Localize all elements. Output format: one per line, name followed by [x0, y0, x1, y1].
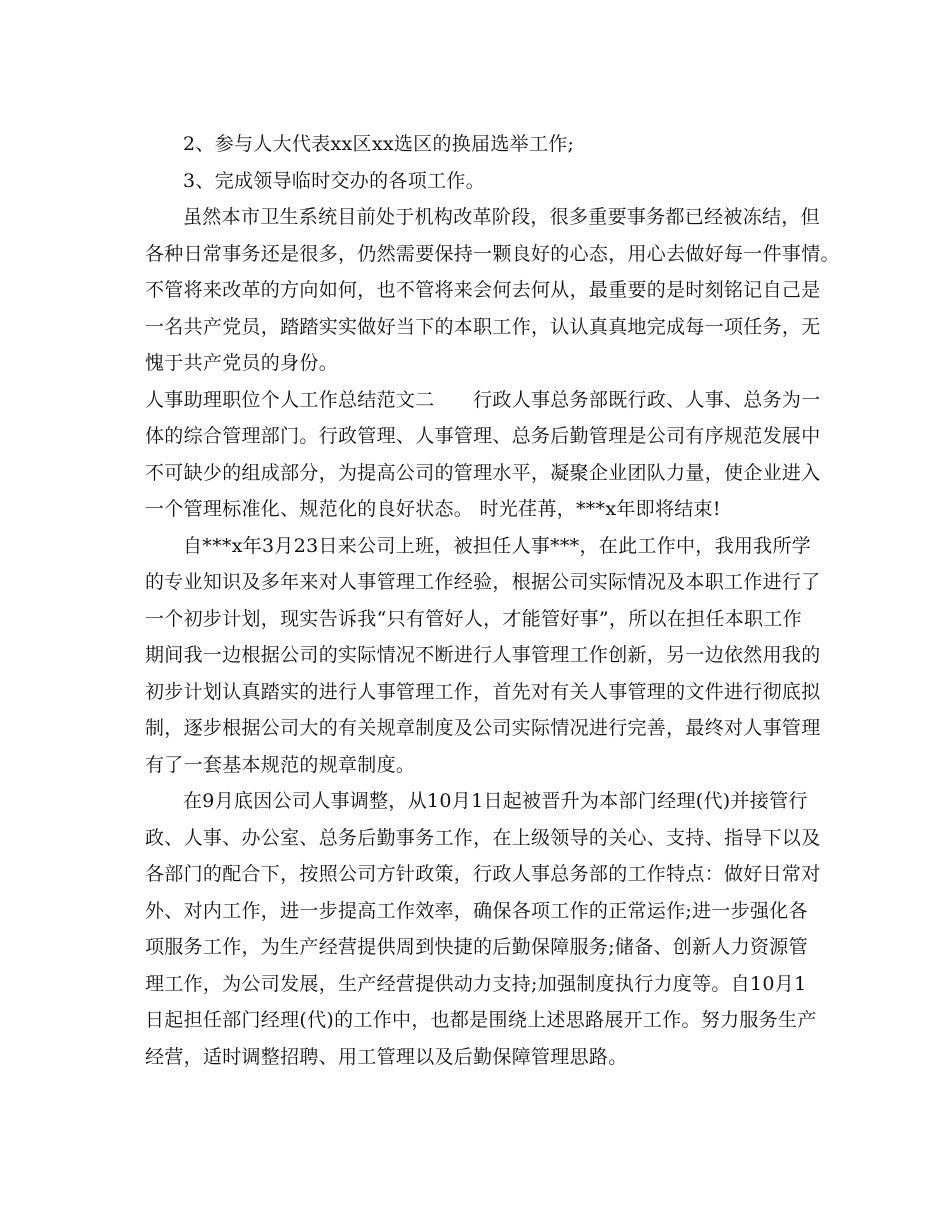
text-line: 初步计划认真踏实的进行人事管理工作，首先对有关人事管理的文件进行彻底拟 — [145, 680, 821, 703]
text-line: 政、人事、办公室、总务后勤事务工作，在上级领导的关心、支持、指导下以及 — [145, 826, 821, 849]
text-line: 制，逐步根据公司大的有关规章制度及公司实际情况进行完善，最终对人事管理 — [145, 717, 821, 739]
text-line: 人事助理职位个人工作总结范文二 行政人事总务部既行政、人事、总务为一 — [145, 388, 821, 411]
text-line: 有了一套基本规范的规章制度。 — [145, 753, 416, 776]
document-page — [145, 126, 840, 1075]
text-line: 的专业知识及多年来对人事管理工作经验，根据公司实际情况及本职工作进行了 — [145, 571, 821, 593]
text-line: 理工作，为公司发展，生产经营提供动力支持;加强制度执行力度等。自10月1 — [145, 972, 807, 995]
text-line: 不管将来改革的方向如何，也不管将来会何去何从，最重要的是时刻铭记自己是 — [145, 279, 821, 301]
text-line: 项服务工作，为生产经营提供周到快捷的后勤保障服务;储备、创新人力资源管 — [145, 936, 808, 958]
text-line: 各部门的配合下，按照公司方针政策，行政人事总务部的工作特点：做好日常对 — [145, 863, 821, 885]
text-line: 期间我一边根据公司的实际情况不断进行人事管理工作创新，另一边依然用我的 — [145, 644, 821, 666]
text-line: 一名共产党员，踏踏实实做好当下的本职工作，认认真真地完成每一项任务，无 — [145, 315, 821, 338]
text-line: 各种日常事务还是很多，仍然需要保持一颗良好的心态，用心去做好每一件事情。 — [145, 242, 840, 265]
text-line: 虽然本市卫生系统目前处于机构改革阶段，很多重要事务都已经被冻结，但 — [183, 206, 820, 228]
text-line: 在9月底因公司人事调整，从10月1日起被晋升为本部门经理(代)并接管行 — [183, 790, 808, 812]
text-line: 自***x年3月23日来公司上班，被担任人事***，在此工作中，我用我所学 — [183, 534, 812, 557]
text-line: 经营，适时调整招聘、用工管理以及后勤保障管理思路。 — [145, 1045, 628, 1068]
text-line: 日起担任部门经理(代)的工作中，也都是围绕上述思路展开工作。努力服务生产 — [145, 1009, 817, 1031]
text-line: 3、完成领导临时交办的各项工作。 — [183, 169, 485, 192]
text-line: 2、参与人大代表xx区xx选区的换届选举工作; — [183, 133, 575, 155]
text-line: 体的综合管理部门。行政管理、人事管理、总务后勤管理是公司有序规范发展中 — [145, 425, 821, 447]
text-line: 愧于共产党员的身份。 — [145, 352, 339, 374]
text-line: 外、对内工作，进一步提高工作效率，确保各项工作的正常运作;进一步强化各 — [145, 899, 808, 922]
text-line: 一个初步计划，现实告诉我“只有管好人，才能管好事”，所以在担任本职工作 — [145, 607, 802, 630]
text-line: 不可缺少的组成部分，为提高公司的管理水平，凝聚企业团队力量，使企业进入 — [145, 461, 821, 484]
text-line: 一个管理标准化、规范化的良好状态。 时光荏苒，***x年即将结束! — [145, 498, 721, 520]
